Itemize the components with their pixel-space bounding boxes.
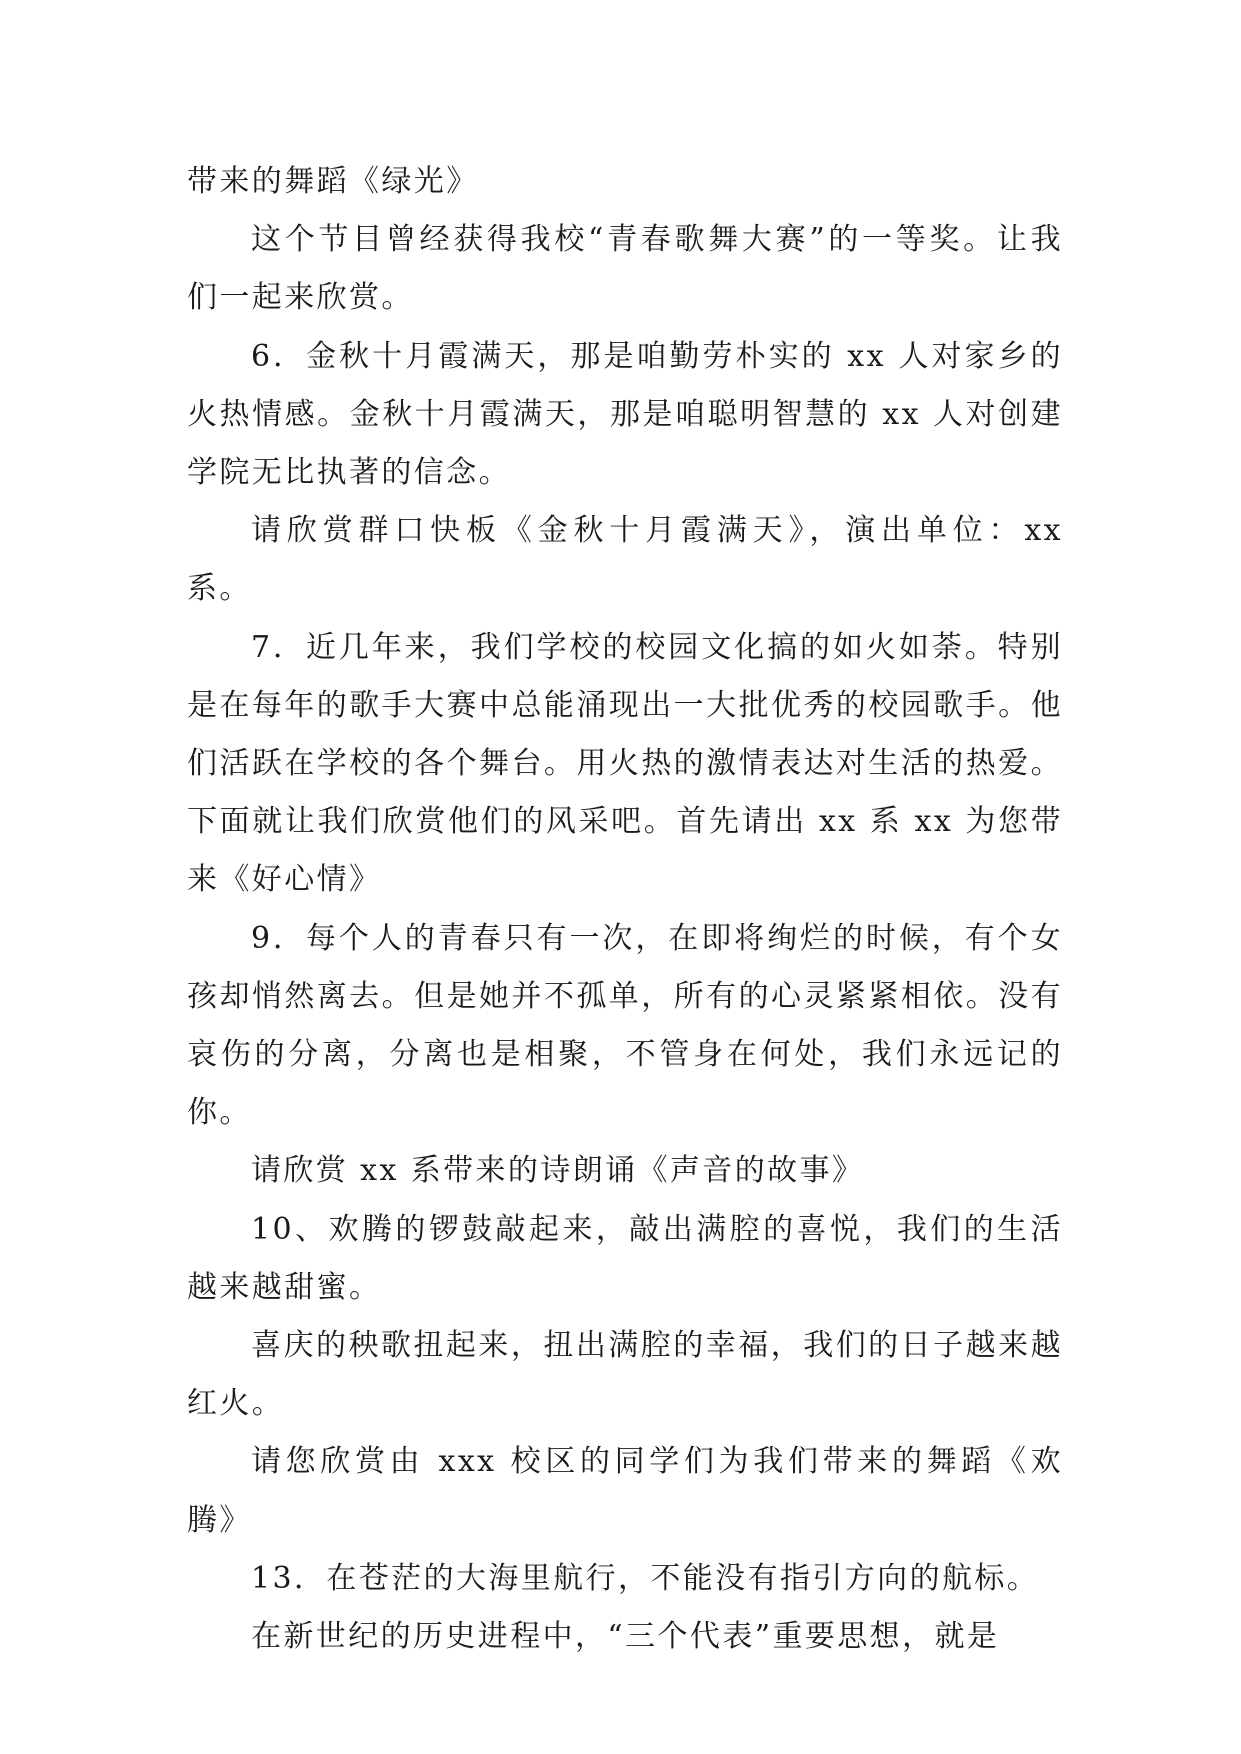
paragraph: 在新世纪的历史进程中，“三个代表”重要思想，就是 — [251, 1619, 1000, 1655]
paragraph: 喜庆的秧歌扭起来，扭出满腔的幸福，我们的日子越来越红火。 — [187, 1328, 1063, 1422]
paragraph: 这个节目曾经获得我校“青春歌舞大赛”的一等奖。让我们一起来欣赏。 — [187, 222, 1063, 316]
paragraph: 请欣赏 xx 系带来的诗朗诵《声音的故事》 — [251, 1153, 865, 1189]
paragraph: 6．金秋十月霞满天，那是咱勤劳朴实的 xx 人对家乡的火热情感。金秋十月霞满天，那是咱聪明智慧的 xx 人对创建学院无比执著的信念。 — [187, 338, 1063, 491]
paragraph: 13．在苍茫的大海里航行，不能没有指引方向的航标。 — [251, 1560, 1040, 1596]
paragraph: 请您欣赏由 xxx 校区的同学们为我们带来的舞蹈《欢腾》 — [187, 1444, 1063, 1538]
paragraph: 9．每个人的青春只有一次，在即将绚烂的时候，有个女孩却悄然离去。但是她并不孤单，所有的心灵紧紧相依。没有哀伤的分离，分离也是相聚，不管身在何处，我们永远记的你。 — [187, 920, 1063, 1131]
document-body — [187, 153, 1063, 1666]
paragraph: 10、欢腾的锣鼓敲起来，敲出满腔的喜悦，我们的生活越来越甜蜜。 — [187, 1211, 1063, 1305]
paragraph: 请欣赏群口快板《金秋十月霞满天》，演出单位：xx 系。 — [187, 513, 1063, 607]
paragraph: 7．近几年来，我们学校的校园文化搞的如火如荼。特别是在每年的歌手大赛中总能涌现出一大批优秀的校园歌手。他们活跃在学校的各个舞台。用火热的激情表达对生活的热爱。下面就让我们欣赏他们的风采吧。首先请出 xx 系 xx 为您带来《好心情》 — [187, 629, 1063, 898]
paragraph: 带来的舞蹈《绿光》 — [187, 164, 479, 199]
